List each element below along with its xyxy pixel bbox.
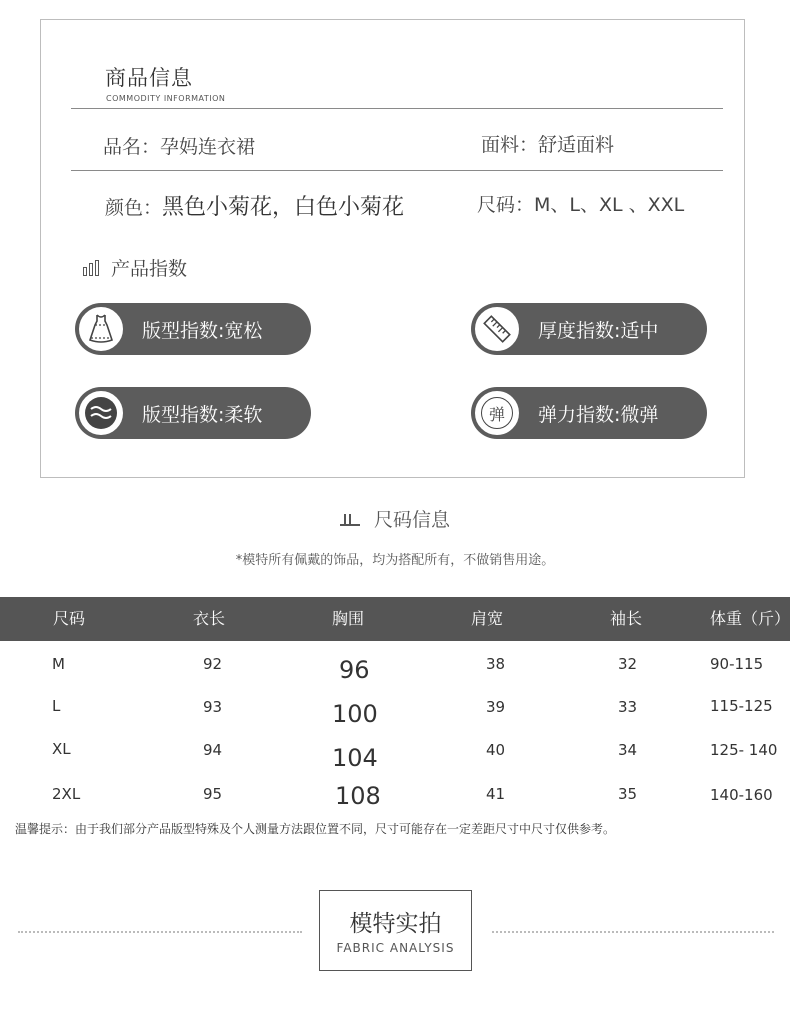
table-cell: 94 (203, 741, 223, 759)
index-badge-fit (75, 303, 311, 355)
measurement-tip: 温馨提示：由于我们部分产品版型特殊及个人测量方法跟位置不同，尺寸可能存在一定差距尺寸中尺寸仅供参考。 (15, 822, 616, 836)
color-value: 黑色小菊花，白色小菊花 (162, 195, 405, 220)
product-name-field (103, 132, 255, 159)
table-cell: M (52, 655, 65, 673)
model-photo-heading (319, 890, 472, 971)
table-cell: 140-160 (710, 786, 773, 804)
table-cell: 96 (339, 656, 370, 684)
elastic-icon (473, 389, 521, 437)
size-table-header (0, 597, 790, 641)
dotted-divider (18, 931, 302, 933)
product-info-panel (40, 19, 745, 478)
table-cell: 100 (332, 700, 378, 728)
bar-chart-icon (83, 260, 99, 276)
column-header: 体重（斤） (710, 609, 790, 628)
table-cell: 34 (618, 741, 638, 759)
measure-icon (340, 512, 360, 526)
size-info-title: 尺码信息 (373, 509, 450, 531)
index-badge-softness (75, 387, 311, 439)
model-section-title: 模特实拍 (349, 911, 442, 937)
column-header: 肩宽 (471, 609, 504, 628)
table-cell: 38 (486, 655, 506, 673)
color-label: 颜色： (105, 197, 163, 219)
table-cell: 115-125 (710, 697, 773, 715)
product-index-heading (83, 254, 187, 281)
size-label: 尺码： (477, 194, 535, 216)
divider (71, 170, 723, 171)
soft-waves-icon (77, 389, 125, 437)
index-badge-elasticity (471, 387, 707, 439)
product-info-title: 商品信息 (105, 66, 193, 90)
size-info-heading (0, 505, 790, 532)
table-cell: 125- 140 (710, 741, 778, 759)
table-cell: 95 (203, 785, 223, 803)
table-cell: XL (52, 740, 71, 758)
size-field (477, 190, 684, 217)
fabric-label: 面料： (481, 134, 539, 156)
column-header: 衣长 (193, 609, 226, 628)
table-cell: 2XL (52, 785, 81, 803)
fabric-field (481, 130, 614, 157)
table-cell: 35 (618, 785, 638, 803)
index-badge-thickness (471, 303, 707, 355)
table-cell: 92 (203, 655, 223, 673)
table-cell: 104 (332, 744, 378, 772)
table-cell: 32 (618, 655, 638, 673)
accessory-note: *模特所有佩戴的饰品，均为搭配所有，不做销售用途。 (235, 553, 555, 568)
table-cell: 33 (618, 698, 638, 716)
size-value: M、L、XL 、XXL (534, 194, 685, 216)
divider (71, 108, 723, 109)
elastic-icon-text: 弹 (481, 397, 513, 429)
model-section-subtitle: FABRIC ANALYSIS (336, 941, 455, 955)
table-cell: 93 (203, 698, 223, 716)
table-cell: 41 (486, 785, 506, 803)
index-badge-label: 版型指数:宽松 (142, 319, 263, 342)
index-badge-label: 版型指数:柔软 (142, 403, 263, 426)
column-header: 尺码 (53, 609, 86, 628)
column-header: 胸围 (332, 609, 365, 628)
fabric-value: 舒适面料 (538, 134, 615, 156)
product-info-subtitle: COMMODITY INFORMATION (106, 94, 226, 103)
index-badge-label: 厚度指数:适中 (538, 319, 659, 342)
table-cell: 40 (486, 741, 506, 759)
ruler-icon (473, 305, 521, 353)
product-name-label: 品名： (103, 136, 161, 158)
table-cell: 39 (486, 698, 506, 716)
index-badge-label: 弹力指数:微弹 (538, 403, 659, 426)
color-field (105, 190, 404, 221)
table-cell: 108 (335, 782, 381, 810)
column-header: 袖长 (610, 609, 643, 628)
table-cell: 90-115 (710, 655, 764, 673)
dotted-divider (492, 931, 774, 933)
product-name-value: 孕妈连衣裙 (160, 136, 256, 158)
dress-icon (77, 305, 125, 353)
table-cell: L (52, 697, 61, 715)
product-index-title: 产品指数 (111, 258, 188, 280)
